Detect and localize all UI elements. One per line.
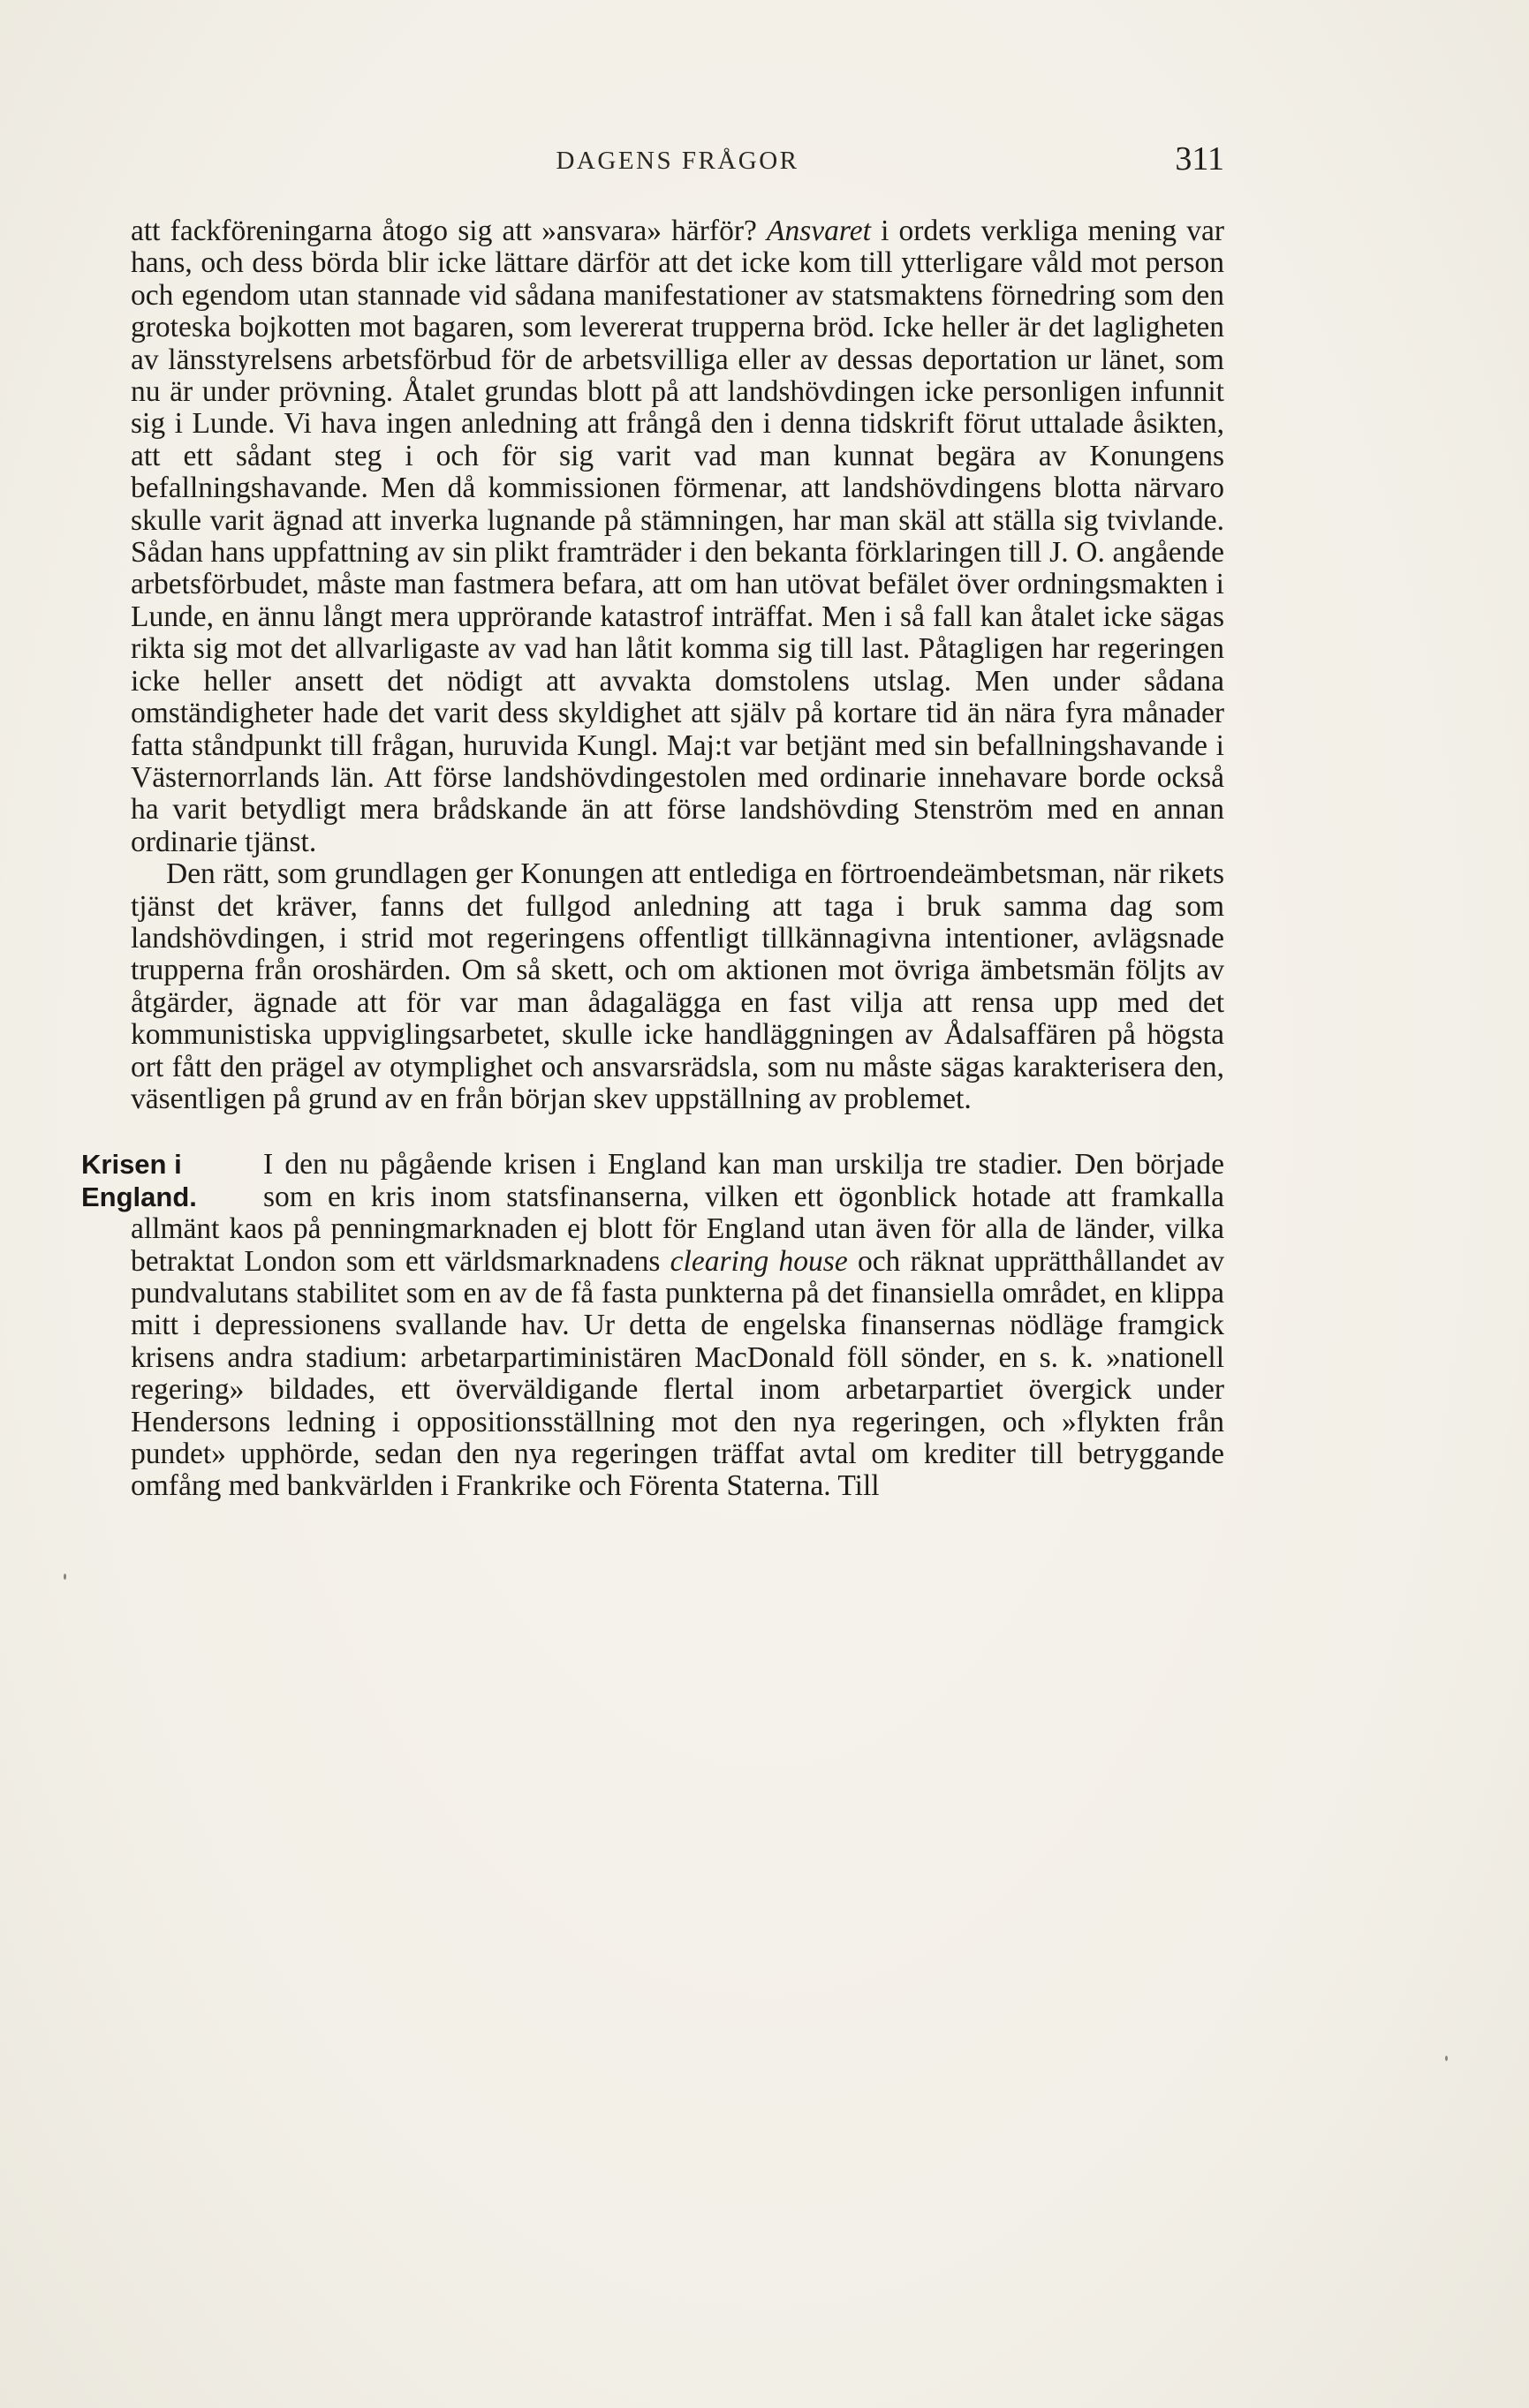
paragraph-2: Den rätt, som grundlagen ger Konungen att entlediga en förtroendeämbetsman, när rikets tjänst det kräver, fanns det fullgod anledning att taga i bruk samma dag som landshövdingen, i strid mot regeringens offentligt tillkännagivna intentioner, avlägsnade trupperna från oroshärden. Om så skett, och om aktionen mot övriga ämbetsmän följts av åtgärder, ägnade att för var man ådagalägga en fast vilja att rensa upp med det kommunistiska uppviglingsarbetet, skulle icke handläggningen av Ådalsaffären på högsta ort fått den prägel av otymplighet och ansvarsrädsla, som nu måste sägas karakterisera den, väsentligen på grund av en från början skev uppställning av problemet.: [131, 857, 1224, 1115]
margin-speck: [64, 1574, 66, 1580]
italic-clearing-house: clearing house: [670, 1244, 848, 1278]
margin-speck: [1445, 2056, 1448, 2061]
paragraph-3-rest: och räknat upprätthållandet av pundvalutans stabilitet som en av de få fasta punkterna på det finansiella området, en klippa mitt i depressionens svallande hav. Ur detta de engelska finansernas nödläge framgick krisens andra stadium: arbetarpartiministären MacDonald föll sönder, en s. k. »nationell regering» bildades, ett överväldigande flertal inom arbetarpartiet övergick under Hendersons ledning i oppositionsställning mot den nya regeringen, och »flykten från pundet» upphörde, sedan den nya regeringen träffat avtal om krediter till betryggande omfång med bankvärlden i Frankrike och Förenta Staterna. Till: [131, 1244, 1225, 1503]
page-header: [131, 140, 1224, 189]
running-head: DAGENS FRÅGOR: [556, 147, 799, 175]
side-heading-line-2: England.: [81, 1181, 197, 1212]
paragraph-1: [131, 215, 1224, 858]
paragraph-3: [81, 1148, 1225, 1503]
paragraph-3-start: I den nu pågående krisen i England kan man urskilja tre stadier. Den började som en kris inom statsfinanserna, vilken ett ögonblick hotade att framkalla allmänt kaos på penningmarknaden ej blott för England utan även för alla de länder, vilka betraktat London som ett världsmarknadens: [131, 1148, 1224, 1278]
page-number: 311: [1175, 140, 1224, 177]
body-text: [81, 215, 1225, 1503]
paragraph-1-start: att fackföreningarna åtogo sig att »ansvara» härför?: [131, 215, 768, 247]
side-heading: [81, 1149, 223, 1213]
italic-ansvaret: Ansvaret: [767, 215, 871, 247]
paragraph-1-rest: i ordets verkliga mening var hans, och dess börda blir icke lättare därför att det icke kom till ytterligare våld mot person och egendom utan stannade vid sådana manifestationer av statsmaktens förnedring som den groteska bojkotten mot bagaren, som levererat trupperna bröd. Icke heller är det lagligheten av länsstyrelsens arbetsförbud för de arbetsvilliga eller av dessas deportation ur länet, som nu är under prövning. Åtalet grundas blott på att landshövdingen icke personligen infunnit sig i Lunde. Vi hava ingen anledning att frångå den i denna tidskrift förut uttalade åsikten, att ett sådant steg i och för sig varit vad man kunnat begära av Konungens befallningshavande. Men då kommissionen förmenar, att landshövdingens blotta närvaro skulle varit ägnad att inverka lugnande på stämningen, har man skäl att ställa sig tvivlande. Sådan hans uppfattning av sin plikt framträder i den bekanta förklaringen till J. O. angående arbetsförbudet, måste man fastmera befara, att om han utövat befälet över ordningsmakten i Lunde, en ännu långt mera upprörande katastrof inträffat. Men i så fall kan åtalet icke sägas rikta sig mot det allvarligaste av vad han låtit komma sig till last. Påtagligen har regeringen icke heller ansett det nödigt att avvakta domstolens utslag. Men under sådana omständigheter hade det varit dess skyldighet att själv på kortare tid än nära fyra månader fatta ståndpunkt till frågan, huruvida Kungl. Maj:t var betjänt med sin befallningshavande i Västernorrlands län. Att förse landshövdingestolen med ordinarie innehavare borde också ha varit betydligt mera brådskande än att förse landshövding Stenström med en annan ordinarie tjänst.: [131, 215, 1224, 858]
side-heading-line-1: Krisen i: [81, 1149, 182, 1181]
